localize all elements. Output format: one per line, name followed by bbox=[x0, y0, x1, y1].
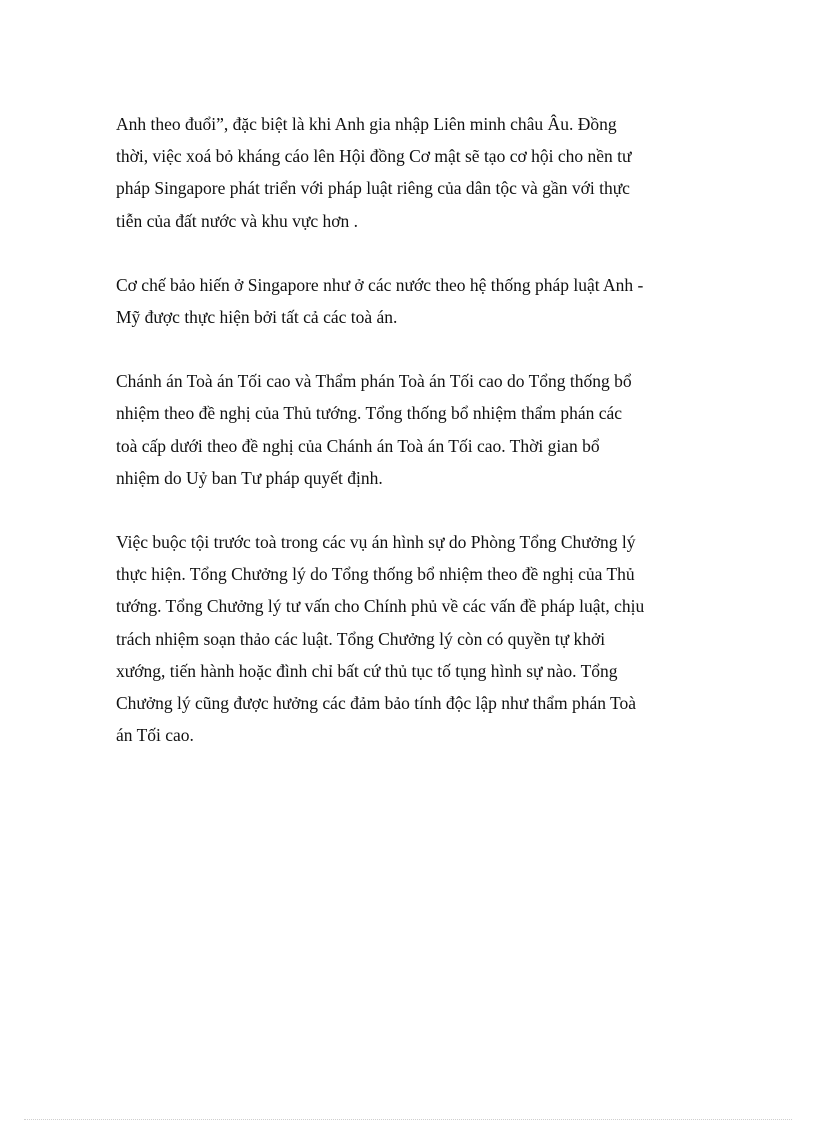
document-body bbox=[116, 108, 702, 783]
paragraph-2 bbox=[116, 269, 702, 333]
text-line: Chánh án Toà án Tối cao và Thẩm phán Toà án Tối cao do Tổng thống bổ bbox=[116, 371, 632, 392]
text-line: trách nhiệm soạn thảo các luật. Tổng Chưởng lý còn có quyền tự khởi bbox=[116, 628, 606, 649]
text-line: pháp Singapore phát triển với pháp luật riêng của dân tộc và gần với thực bbox=[116, 178, 630, 199]
text-line: Anh theo đuổi”, đặc biệt là khi Anh gia nhập Liên minh châu Âu. Đồng bbox=[116, 114, 617, 134]
text-line: toà cấp dưới theo đề nghị của Chánh án Toà án Tối cao. Thời gian bổ bbox=[116, 435, 600, 456]
text-line: án Tối cao. bbox=[116, 725, 194, 746]
text-line: thời, việc xoá bỏ kháng cáo lên Hội đồng Cơ mật sẽ tạo cơ hội cho nền tư bbox=[116, 146, 632, 167]
text-line: thực hiện. Tổng Chưởng lý do Tổng thống bổ nhiệm theo đề nghị của Thủ bbox=[116, 564, 635, 585]
text-line: Việc buộc tội trước toà trong các vụ án hình sự do Phòng Tổng Chưởng lý bbox=[116, 532, 636, 553]
text-line: nhiệm do Uỷ ban Tư pháp quyết định. bbox=[116, 467, 383, 488]
text-line: Chưởng lý cũng được hưởng các đảm bảo tính độc lập như thẩm phán Toà bbox=[116, 693, 637, 714]
text-line: Cơ chế bảo hiến ở Singapore như ở các nước theo hệ thống pháp luật Anh - bbox=[116, 274, 644, 295]
paragraph-3 bbox=[116, 365, 702, 494]
paragraph-1 bbox=[116, 108, 702, 237]
text-line: Mỹ được thực hiện bởi tất cả các toà án. bbox=[116, 307, 398, 328]
paragraph-4 bbox=[116, 526, 702, 751]
text-line: tướng. Tổng Chưởng lý tư vấn cho Chính phủ về các vấn đề pháp luật, chịu bbox=[116, 596, 645, 617]
text-line: nhiệm theo đề nghị của Thủ tướng. Tổng thống bổ nhiệm thẩm phán các bbox=[116, 403, 623, 424]
page-bottom-divider bbox=[24, 1119, 792, 1120]
text-line: xướng, tiến hành hoặc đình chỉ bất cứ thủ tục tố tụng hình sự nào. Tổng bbox=[116, 660, 618, 681]
text-line: tiễn của đất nước và khu vực hơn . bbox=[116, 210, 359, 231]
